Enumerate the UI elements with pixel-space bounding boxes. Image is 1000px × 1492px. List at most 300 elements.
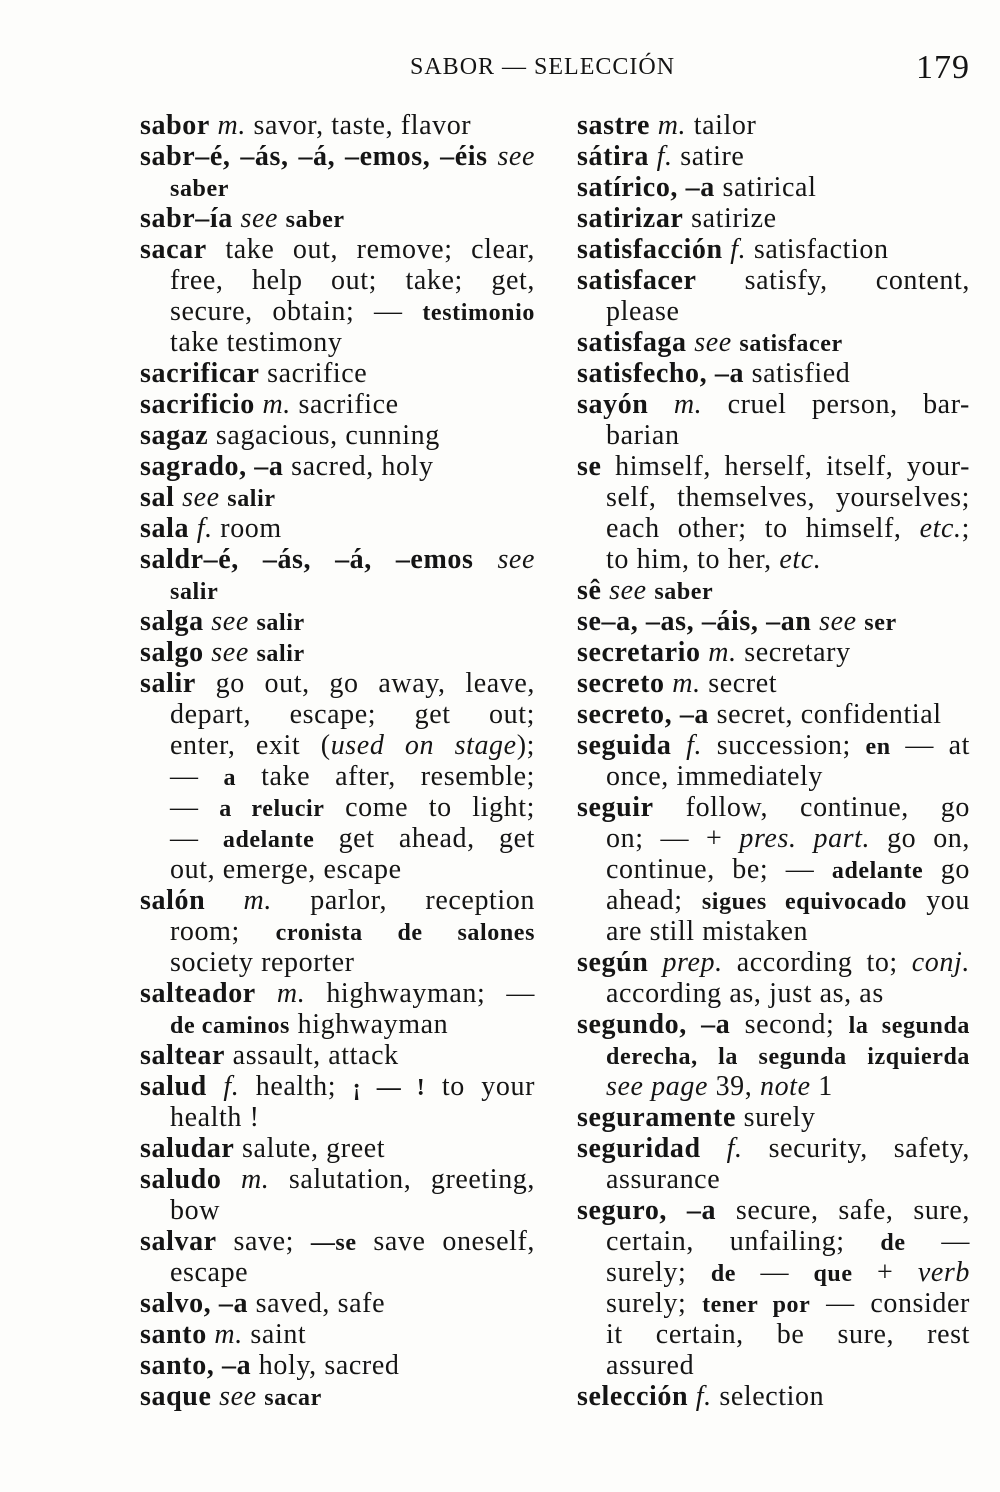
italic-label: m.	[673, 389, 703, 420]
entry-line	[140, 234, 535, 265]
entry-line	[577, 792, 970, 823]
definition-text: go on,	[870, 823, 970, 854]
entry-line	[140, 513, 535, 544]
italic-label: f.	[223, 1071, 240, 1102]
dictionary-entry	[140, 420, 535, 451]
dictionary-entry	[140, 234, 535, 358]
dictionary-entry	[140, 141, 535, 203]
entry-line	[140, 141, 535, 172]
page-number: 179	[916, 49, 970, 86]
definition-text: highwayman	[290, 1009, 449, 1040]
entry-line	[140, 110, 535, 141]
definition-text	[701, 1133, 727, 1164]
definition-text: succession;	[702, 730, 866, 761]
definition-text: 1	[810, 1071, 833, 1102]
dictionary-entry	[140, 1319, 535, 1350]
definition-text: highwayman; —	[305, 978, 535, 1009]
definition-text: —	[170, 823, 223, 854]
italic-label: pres. part.	[739, 823, 871, 854]
entry-line	[577, 575, 970, 606]
italic-label: see	[182, 482, 220, 513]
entry-line	[577, 1133, 970, 1164]
headword: sastre	[577, 110, 651, 141]
definition-text: satisfaction	[746, 234, 889, 265]
definition-text	[205, 885, 243, 916]
definition-text: assault, attack	[225, 1040, 399, 1071]
dictionary-entry	[140, 482, 535, 513]
headword: saludar	[140, 1133, 235, 1164]
headword: seguridad	[577, 1133, 701, 1164]
headword: satírico, –a	[577, 172, 715, 203]
bold-phrase: tener por	[702, 1292, 811, 1318]
headword: seguir	[577, 792, 654, 823]
entry-line	[577, 1381, 970, 1412]
dictionary-entry	[140, 451, 535, 482]
right-column	[577, 110, 970, 1412]
entry-continuation-line	[577, 823, 970, 854]
entry-continuation-line	[577, 513, 970, 544]
dictionary-entry	[577, 451, 970, 575]
definition-text	[649, 141, 657, 172]
italic-label: see	[219, 1381, 257, 1412]
dictionary-entry	[140, 606, 535, 637]
entry-line	[140, 544, 535, 575]
dictionary-entry	[577, 1009, 970, 1102]
dictionary-entry	[140, 1381, 535, 1412]
headword: salga	[140, 606, 204, 637]
dictionary-entry	[577, 668, 970, 699]
headword: saludo	[140, 1164, 222, 1195]
definition-text	[174, 482, 182, 513]
definition-text: save oneself,	[356, 1226, 535, 1257]
definition-text: secure, obtain; —	[170, 296, 423, 327]
definition-text: saved, safe	[248, 1288, 386, 1319]
italic-label: etc.	[919, 513, 962, 544]
definition-text	[207, 1071, 223, 1102]
definition-text: satisfied	[744, 358, 851, 389]
bold-phrase: la segunda	[848, 1013, 970, 1039]
definition-text: sacred, holy	[283, 451, 434, 482]
entry-continuation-line	[140, 761, 535, 792]
bold-phrase: de	[880, 1230, 906, 1256]
definition-text	[488, 141, 498, 172]
entry-continuation-line	[140, 854, 535, 885]
headword: sayón	[577, 389, 649, 420]
entry-continuation-line	[577, 1071, 970, 1102]
definition-text	[688, 1381, 696, 1412]
running-head: SABOR — SELECCIÓN	[410, 54, 676, 80]
dictionary-entry	[140, 513, 535, 544]
headword: sagaz	[140, 420, 209, 451]
entry-continuation-line	[140, 947, 535, 978]
definition-text: barian	[606, 420, 680, 451]
entry-line	[140, 885, 535, 916]
entry-line	[140, 978, 535, 1009]
headword: sal	[140, 482, 175, 513]
entry-line	[577, 389, 970, 420]
italic-label: see	[211, 606, 249, 637]
dictionary-entry	[140, 978, 535, 1040]
dictionary-entry	[577, 110, 970, 141]
headword: santo	[140, 1319, 207, 1350]
dictionary-entry	[140, 637, 535, 668]
italic-label: verb	[917, 1257, 970, 1288]
definition-text: room	[212, 513, 282, 544]
bold-phrase: sacar	[264, 1385, 322, 1411]
dictionary-entry	[140, 1071, 535, 1133]
entry-line	[577, 1195, 970, 1226]
definition-text: get ahead, get	[314, 823, 535, 854]
dictionary-entry	[140, 358, 535, 389]
entry-line	[577, 1102, 970, 1133]
definition-text: —	[170, 792, 220, 823]
definition-text: ;	[961, 513, 970, 544]
headword: satisfaga	[577, 327, 687, 358]
definition-text	[671, 730, 686, 761]
definition-text: sagacious, cunning	[208, 420, 440, 451]
definition-text: ahead;	[606, 885, 702, 916]
entry-continuation-line	[140, 1257, 535, 1288]
entry-line	[140, 637, 535, 668]
definition-text: security, safety,	[742, 1133, 970, 1164]
entry-continuation-line	[577, 544, 970, 575]
italic-label: prep.	[662, 947, 723, 978]
italic-label: conj.	[911, 947, 970, 978]
headword: sabr–é, –ás, –á, –emos, –éis	[140, 141, 488, 172]
definition-text: take testimony	[170, 327, 343, 358]
headword: salud	[140, 1071, 207, 1102]
entry-continuation-line	[577, 1040, 970, 1071]
entry-line	[140, 389, 535, 420]
headword: se	[577, 451, 602, 482]
definition-text: room;	[170, 916, 276, 947]
entry-line	[577, 141, 970, 172]
entry-continuation-line	[577, 885, 970, 916]
italic-label: f.	[196, 513, 213, 544]
definition-text: follow, continue, go	[653, 792, 970, 823]
entry-line	[577, 234, 970, 265]
entry-line	[577, 451, 970, 482]
bold-phrase: adelante	[831, 858, 924, 884]
definition-text: savor, taste, flavor	[245, 110, 472, 141]
entry-continuation-line	[140, 792, 535, 823]
definition-text: salutation, greeting,	[269, 1164, 535, 1195]
headword: sê	[577, 575, 602, 606]
definition-text: —	[170, 761, 224, 792]
entry-line	[577, 637, 970, 668]
dictionary-entry	[577, 141, 970, 172]
dictionary-entry	[140, 885, 535, 978]
entry-continuation-line	[140, 265, 535, 296]
definition-text: on; — +	[606, 823, 740, 854]
definition-text: );	[516, 730, 535, 761]
definition-text: out, emerge, escape	[170, 854, 402, 885]
bold-phrase: derecha, la segunda izquierda	[606, 1044, 970, 1070]
entry-continuation-line	[577, 1257, 970, 1288]
headword: seguramente	[577, 1102, 737, 1133]
definition-text: certain, unfailing;	[606, 1226, 881, 1257]
italic-label: m.	[262, 389, 291, 420]
definition-text: health !	[170, 1102, 260, 1133]
italic-label: f.	[695, 1381, 712, 1412]
entry-continuation-line	[140, 1102, 535, 1133]
italic-label: see	[497, 544, 535, 575]
entry-continuation-line	[577, 482, 970, 513]
entry-continuation-line	[577, 1350, 970, 1381]
headword: salón	[140, 885, 206, 916]
headword: según	[577, 947, 649, 978]
bold-phrase: cronista de salones	[275, 920, 535, 946]
definition-text	[221, 1164, 241, 1195]
definition-text	[648, 389, 673, 420]
definition-text: according as, just as, as	[606, 978, 884, 1009]
definition-text: are still mistaken	[606, 916, 809, 947]
dictionary-entry	[140, 1288, 535, 1319]
dictionary-entry	[577, 358, 970, 389]
definition-text: sacrifice	[290, 389, 399, 420]
entry-continuation-line	[577, 761, 970, 792]
entry-continuation-line	[577, 1288, 970, 1319]
bold-phrase: ser	[864, 610, 897, 636]
bold-phrase: que	[813, 1261, 853, 1287]
italic-label: m.	[217, 110, 246, 141]
headword: satisfacer	[577, 265, 697, 296]
definition-text: secret, confidential	[709, 699, 942, 730]
bold-phrase: —se	[310, 1230, 357, 1256]
headword: satisfacción	[577, 234, 723, 265]
headword: satisfecho, –a	[577, 358, 745, 389]
entry-line	[577, 1009, 970, 1040]
definition-text: bow	[170, 1195, 221, 1226]
dictionary-entry	[140, 544, 535, 606]
entry-line	[577, 327, 970, 358]
italic-label: f.	[656, 141, 673, 172]
definition-text: sacrifice	[259, 358, 368, 389]
headword: sacrificio	[140, 389, 255, 420]
definition-text	[211, 1381, 219, 1412]
dictionary-entry	[140, 389, 535, 420]
dictionary-entry	[140, 1133, 535, 1164]
entry-line	[577, 203, 970, 234]
bold-phrase: salir	[256, 610, 305, 636]
headword: saldr–é, –ás, –á, –emos	[140, 544, 474, 575]
italic-label: etc.	[779, 544, 822, 575]
definition-text: —	[736, 1257, 814, 1288]
dictionary-entry	[140, 1040, 535, 1071]
italic-label: see	[694, 327, 732, 358]
dictionary-entry	[140, 1226, 535, 1288]
definition-text: satisfy, content,	[696, 265, 970, 296]
entry-line	[140, 1071, 535, 1102]
italic-label: see	[240, 203, 279, 234]
entry-continuation-line	[140, 916, 535, 947]
italic-label: f.	[686, 730, 703, 761]
italic-label: m.	[214, 1319, 243, 1350]
dictionary-entry	[577, 699, 970, 730]
left-column	[140, 110, 535, 1412]
entry-line	[577, 265, 970, 296]
entry-line	[140, 1133, 535, 1164]
dictionary-entry	[140, 1164, 535, 1226]
definition-text	[233, 203, 241, 234]
dictionary-entry	[577, 575, 970, 606]
entry-line	[140, 1040, 535, 1071]
entry-continuation-line	[140, 575, 535, 606]
italic-label: f.	[730, 234, 747, 265]
headword: salvar	[140, 1226, 217, 1257]
entry-line	[140, 420, 535, 451]
definition-text: free, help out; take; get,	[170, 265, 535, 296]
entry-line	[140, 203, 535, 234]
definition-text	[210, 110, 218, 141]
entry-line	[577, 110, 970, 141]
definition-text: please	[606, 296, 680, 327]
definition-text: +	[852, 1257, 918, 1288]
bold-phrase: saber	[654, 579, 714, 605]
definition-text: parlor, reception	[271, 885, 535, 916]
entry-line	[577, 606, 970, 637]
definition-text: assurance	[606, 1164, 721, 1195]
dictionary-entry	[577, 1381, 970, 1412]
headword: sabor	[140, 110, 210, 141]
dictionary-entry	[577, 730, 970, 792]
definition-text: secretary	[736, 637, 851, 668]
italic-label: m.	[708, 637, 737, 668]
dictionary-entry	[577, 203, 970, 234]
italic-label: see	[497, 141, 535, 172]
bold-phrase: saber	[285, 207, 345, 233]
definition-text: once, immediately	[606, 761, 824, 792]
headword: sátira	[577, 141, 650, 172]
bold-phrase: salir	[256, 641, 305, 667]
definition-text: holy, sacred	[251, 1350, 400, 1381]
italic-label: note	[759, 1071, 811, 1102]
definition-text: continue, be; —	[606, 854, 832, 885]
bold-phrase: salir	[227, 486, 276, 512]
entry-line	[140, 1226, 535, 1257]
bold-phrase: salir	[170, 579, 219, 605]
italic-label: see	[819, 606, 857, 637]
definition-text: you	[907, 885, 970, 916]
definition-text: satire	[672, 141, 745, 172]
definition-text: — consider	[810, 1288, 970, 1319]
headword: segundo, –a	[577, 1009, 731, 1040]
headword: sacrificar	[140, 358, 260, 389]
entry-line	[140, 1319, 535, 1350]
dictionary-entry	[140, 110, 535, 141]
definition-text: saint	[242, 1319, 307, 1350]
dictionary-entry	[577, 792, 970, 947]
entry-continuation-line	[140, 1009, 535, 1040]
bold-phrase: a relucir	[219, 796, 325, 822]
italic-label: see	[211, 637, 249, 668]
entry-line	[140, 1381, 535, 1412]
definition-text	[650, 110, 658, 141]
definition-text: secure, safe, sure,	[716, 1195, 970, 1226]
dictionary-entry	[577, 637, 970, 668]
entry-line	[140, 606, 535, 637]
entry-continuation-line	[577, 1319, 970, 1350]
definition-text: escape	[170, 1257, 249, 1288]
entry-continuation-line	[140, 327, 535, 358]
italic-label: m.	[276, 978, 306, 1009]
dictionary-entry	[577, 234, 970, 265]
definition-text: society reporter	[170, 947, 355, 978]
entry-line	[577, 730, 970, 761]
definition-text: satirical	[714, 172, 817, 203]
bold-phrase: satisfacer	[739, 331, 843, 357]
definition-text	[256, 978, 277, 1009]
definition-text: take after, resemble;	[236, 761, 535, 792]
definition-text: save;	[216, 1226, 311, 1257]
entry-continuation-line	[140, 730, 535, 761]
definition-text: it certain, be sure, rest	[606, 1319, 970, 1350]
dictionary-entry	[577, 1133, 970, 1195]
headword: salteador	[140, 978, 256, 1009]
headword: salgo	[140, 637, 204, 668]
headword: sabr–ía	[140, 203, 233, 234]
entry-continuation-line	[140, 1195, 535, 1226]
dictionary-entry	[577, 172, 970, 203]
bold-phrase: ¡ — !	[352, 1075, 426, 1101]
headword: sagrado, –a	[140, 451, 284, 482]
entry-continuation-line	[577, 916, 970, 947]
definition-text: satirize	[683, 203, 777, 234]
dictionary-entry	[577, 947, 970, 1009]
entry-line	[140, 1164, 535, 1195]
definition-text	[278, 203, 286, 234]
bold-phrase: testimonio	[422, 300, 535, 326]
dictionary-entry	[577, 265, 970, 327]
entry-line	[577, 699, 970, 730]
bold-phrase: de	[710, 1261, 737, 1287]
entry-line	[577, 947, 970, 978]
italic-label: see	[609, 575, 647, 606]
entry-line	[140, 668, 535, 699]
entry-continuation-line	[140, 172, 535, 203]
headword: se–a, –as, –áis, –an	[577, 606, 812, 637]
headword: saque	[140, 1381, 212, 1412]
definition-text: to him, to her,	[606, 544, 780, 575]
italic-label: see page	[606, 1071, 708, 1102]
entry-continuation-line	[577, 1226, 970, 1257]
dictionary-entry	[577, 1195, 970, 1381]
bold-phrase: en	[865, 734, 891, 760]
headword: secretario	[577, 637, 701, 668]
definition-text	[189, 513, 197, 544]
entry-line	[140, 1350, 535, 1381]
headword: seguida	[577, 730, 672, 761]
definition-text: 39,	[707, 1071, 760, 1102]
dictionary-entry	[140, 203, 535, 234]
definition-text	[811, 606, 819, 637]
definition-text: himself, herself, itself, your-	[601, 451, 970, 482]
headword: salir	[140, 668, 196, 699]
entry-line	[140, 1288, 535, 1319]
entry-line	[140, 482, 535, 513]
entry-continuation-line	[577, 978, 970, 1009]
headword: sala	[140, 513, 190, 544]
entry-line	[577, 668, 970, 699]
definition-text: self, themselves, yourselves;	[606, 482, 970, 513]
italic-label: f.	[726, 1133, 743, 1164]
entry-continuation-line	[140, 823, 535, 854]
definition-text: enter, exit (	[170, 730, 331, 761]
definition-text: take out, remove; clear,	[206, 234, 535, 265]
definition-text: surely;	[606, 1257, 711, 1288]
bold-phrase: de caminos	[170, 1013, 290, 1039]
definition-text: come to light;	[324, 792, 535, 823]
